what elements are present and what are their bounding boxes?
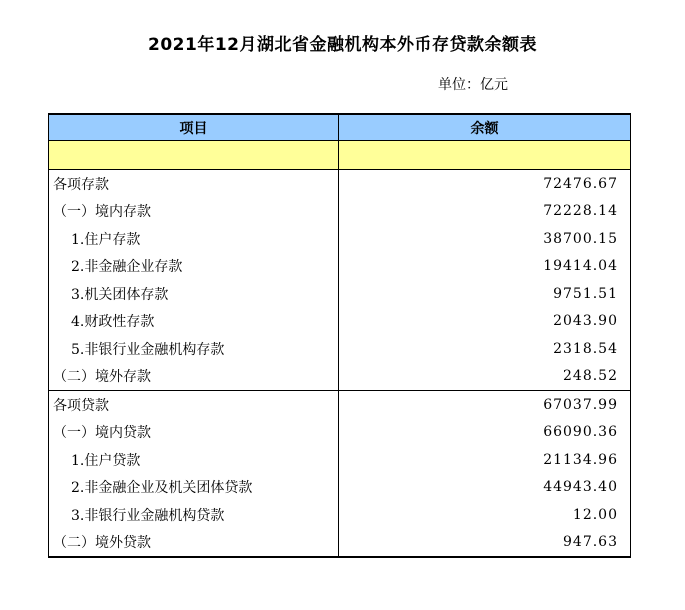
table-row: [49, 280, 631, 308]
row-value: 67037.99: [339, 391, 631, 419]
blank-cell: [49, 141, 339, 170]
table-row: [49, 501, 631, 529]
header-balance: 余额: [339, 114, 631, 141]
table-row: [49, 308, 631, 336]
row-label: 各项存款: [49, 170, 339, 198]
row-value: 12.00: [339, 501, 631, 529]
blank-highlight-row: [49, 141, 631, 170]
row-label: 3.机关团体存款: [49, 280, 339, 308]
page-title: 2021年12月湖北省金融机构本外币存贷款余额表: [148, 35, 537, 55]
balance-table: [48, 113, 631, 558]
row-value: 947.63: [339, 529, 631, 558]
table-row: [49, 446, 631, 474]
row-value: 21134.96: [339, 446, 631, 474]
row-label: （二）境外存款: [49, 363, 339, 391]
header-item: 项目: [49, 114, 339, 141]
row-value: 38700.15: [339, 225, 631, 253]
row-label: 2.非金融企业存款: [49, 253, 339, 281]
row-value: 19414.04: [339, 253, 631, 281]
table-row: [49, 419, 631, 447]
row-label: 5.非银行业金融机构存款: [49, 335, 339, 363]
row-value: 66090.36: [339, 419, 631, 447]
table-row: [49, 335, 631, 363]
row-value: 9751.51: [339, 280, 631, 308]
table-row: [49, 253, 631, 281]
row-label: 2.非金融企业及机关团体贷款: [49, 474, 339, 502]
row-label: （一）境内存款: [49, 198, 339, 226]
row-value: 2043.90: [339, 308, 631, 336]
row-value: 72476.67: [339, 170, 631, 198]
table-row: [49, 529, 631, 558]
table-row: [49, 170, 631, 198]
table-row: [49, 198, 631, 226]
table-row: [49, 363, 631, 391]
row-value: 2318.54: [339, 335, 631, 363]
blank-cell: [339, 141, 631, 170]
table-row: [49, 474, 631, 502]
table-row: [49, 225, 631, 253]
row-label: 3.非银行业金融机构贷款: [49, 501, 339, 529]
row-label: 各项贷款: [49, 391, 339, 419]
row-value: 72228.14: [339, 198, 631, 226]
row-label: （一）境内贷款: [49, 419, 339, 447]
row-label: 1.住户存款: [49, 225, 339, 253]
row-label: 4.财政性存款: [49, 308, 339, 336]
row-value: 44943.40: [339, 474, 631, 502]
unit-label: 单位：亿元: [438, 77, 508, 93]
row-label: （二）境外贷款: [49, 529, 339, 558]
table-row: [49, 391, 631, 419]
balance-table-container: [48, 113, 630, 558]
table-header-row: [49, 114, 631, 141]
row-value: 248.52: [339, 363, 631, 391]
row-label: 1.住户贷款: [49, 446, 339, 474]
